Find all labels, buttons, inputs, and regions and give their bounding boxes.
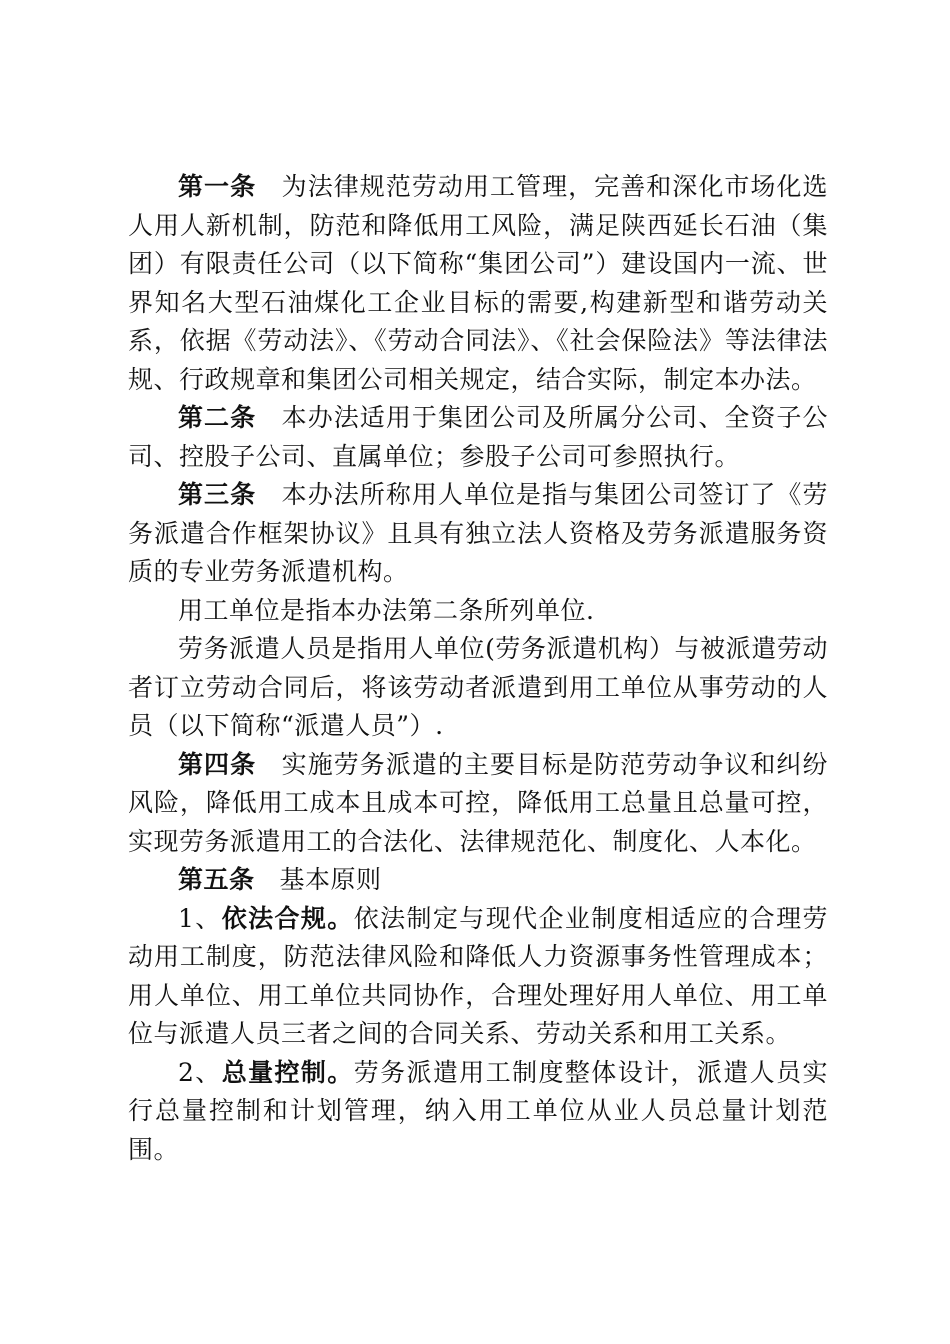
article-4-heading: 第四条 xyxy=(178,749,257,779)
principle-1-number: 1、 xyxy=(178,903,222,933)
principle-1 xyxy=(128,900,828,1054)
article-2-heading: 第二条 xyxy=(178,403,257,432)
article-2-text: 本办法适用于集团公司及所属分公司、全资子公司、控股子公司、直属单位；参股子公司可参照执行。 xyxy=(128,403,828,471)
article-1 xyxy=(128,168,828,399)
principle-2-title: 总量控制。 xyxy=(221,1057,354,1087)
article-5 xyxy=(128,861,828,900)
article-4 xyxy=(128,746,828,862)
dispatched-definition-text: 劳务派遣人员是指用人单位(劳务派遣机构）与被派遣劳动者订立劳动合同后，将该劳动者派遣到用工单位从事劳动的人员（以下简称“派遣人员”）. xyxy=(128,634,828,740)
article-2 xyxy=(128,399,828,476)
article-1-text: 为法律规范劳动用工管理，完善和深化市场化选人用人新机制，防范和降低用工风险，满足陕西延长石油（集团）有限责任公司（以下简称“集团公司”）建设国内一流、世界知名大型石油煤化工企业目标的需要,构建新型和谐劳动关系，依据《劳动法》、《劳动合同法》、《社会保险法》等法律法规、行政规章和集团公司相关规定，结合实际，制定本办法。 xyxy=(128,172,828,394)
article-1-heading: 第一条 xyxy=(178,172,257,201)
document-page xyxy=(128,168,828,1169)
article-3-text: 本办法所称用人单位是指与集团公司签订了《劳务派遣合作框架协议》且具有独立法人资格及劳务派遣服务资质的专业劳务派遣机构。 xyxy=(128,480,828,586)
principle-1-text: 依法制定与现代企业制度相适应的合理劳动用工制度，防范法律风险和降低人力资源事务性管理成本；用人单位、用工单位共同协作，合理处理好用人单位、用工单位与派遣人员三者之间的合同关系、劳动关系和用工关系。 xyxy=(128,903,828,1048)
article-4-text: 实施劳务派遣的主要目标是防范劳动争议和纠纷风险，降低用工成本且成本可控，降低用工总量且总量可控，实现劳务派遣用工的合法化、法律规范化、制度化、人本化。 xyxy=(128,749,828,856)
principle-2-number: 2、 xyxy=(178,1057,222,1087)
article-5-heading: 第五条 xyxy=(178,865,255,894)
principle-1-title: 依法合规。 xyxy=(221,903,354,933)
article-5-text: 基本原则 xyxy=(279,865,382,894)
principle-2-text: 劳务派遣用工制度整体设计，派遣人员实行总量控制和计划管理，纳入用工单位从业人员总量计划范围。 xyxy=(128,1057,828,1164)
principle-2 xyxy=(128,1054,828,1170)
article-3 xyxy=(128,476,828,592)
employer-definition-text: 用工单位是指本办法第二条所列单位. xyxy=(178,595,595,625)
article-3-employer-definition xyxy=(128,592,828,631)
article-3-heading: 第三条 xyxy=(178,480,257,509)
article-3-dispatched-definition xyxy=(128,630,828,746)
